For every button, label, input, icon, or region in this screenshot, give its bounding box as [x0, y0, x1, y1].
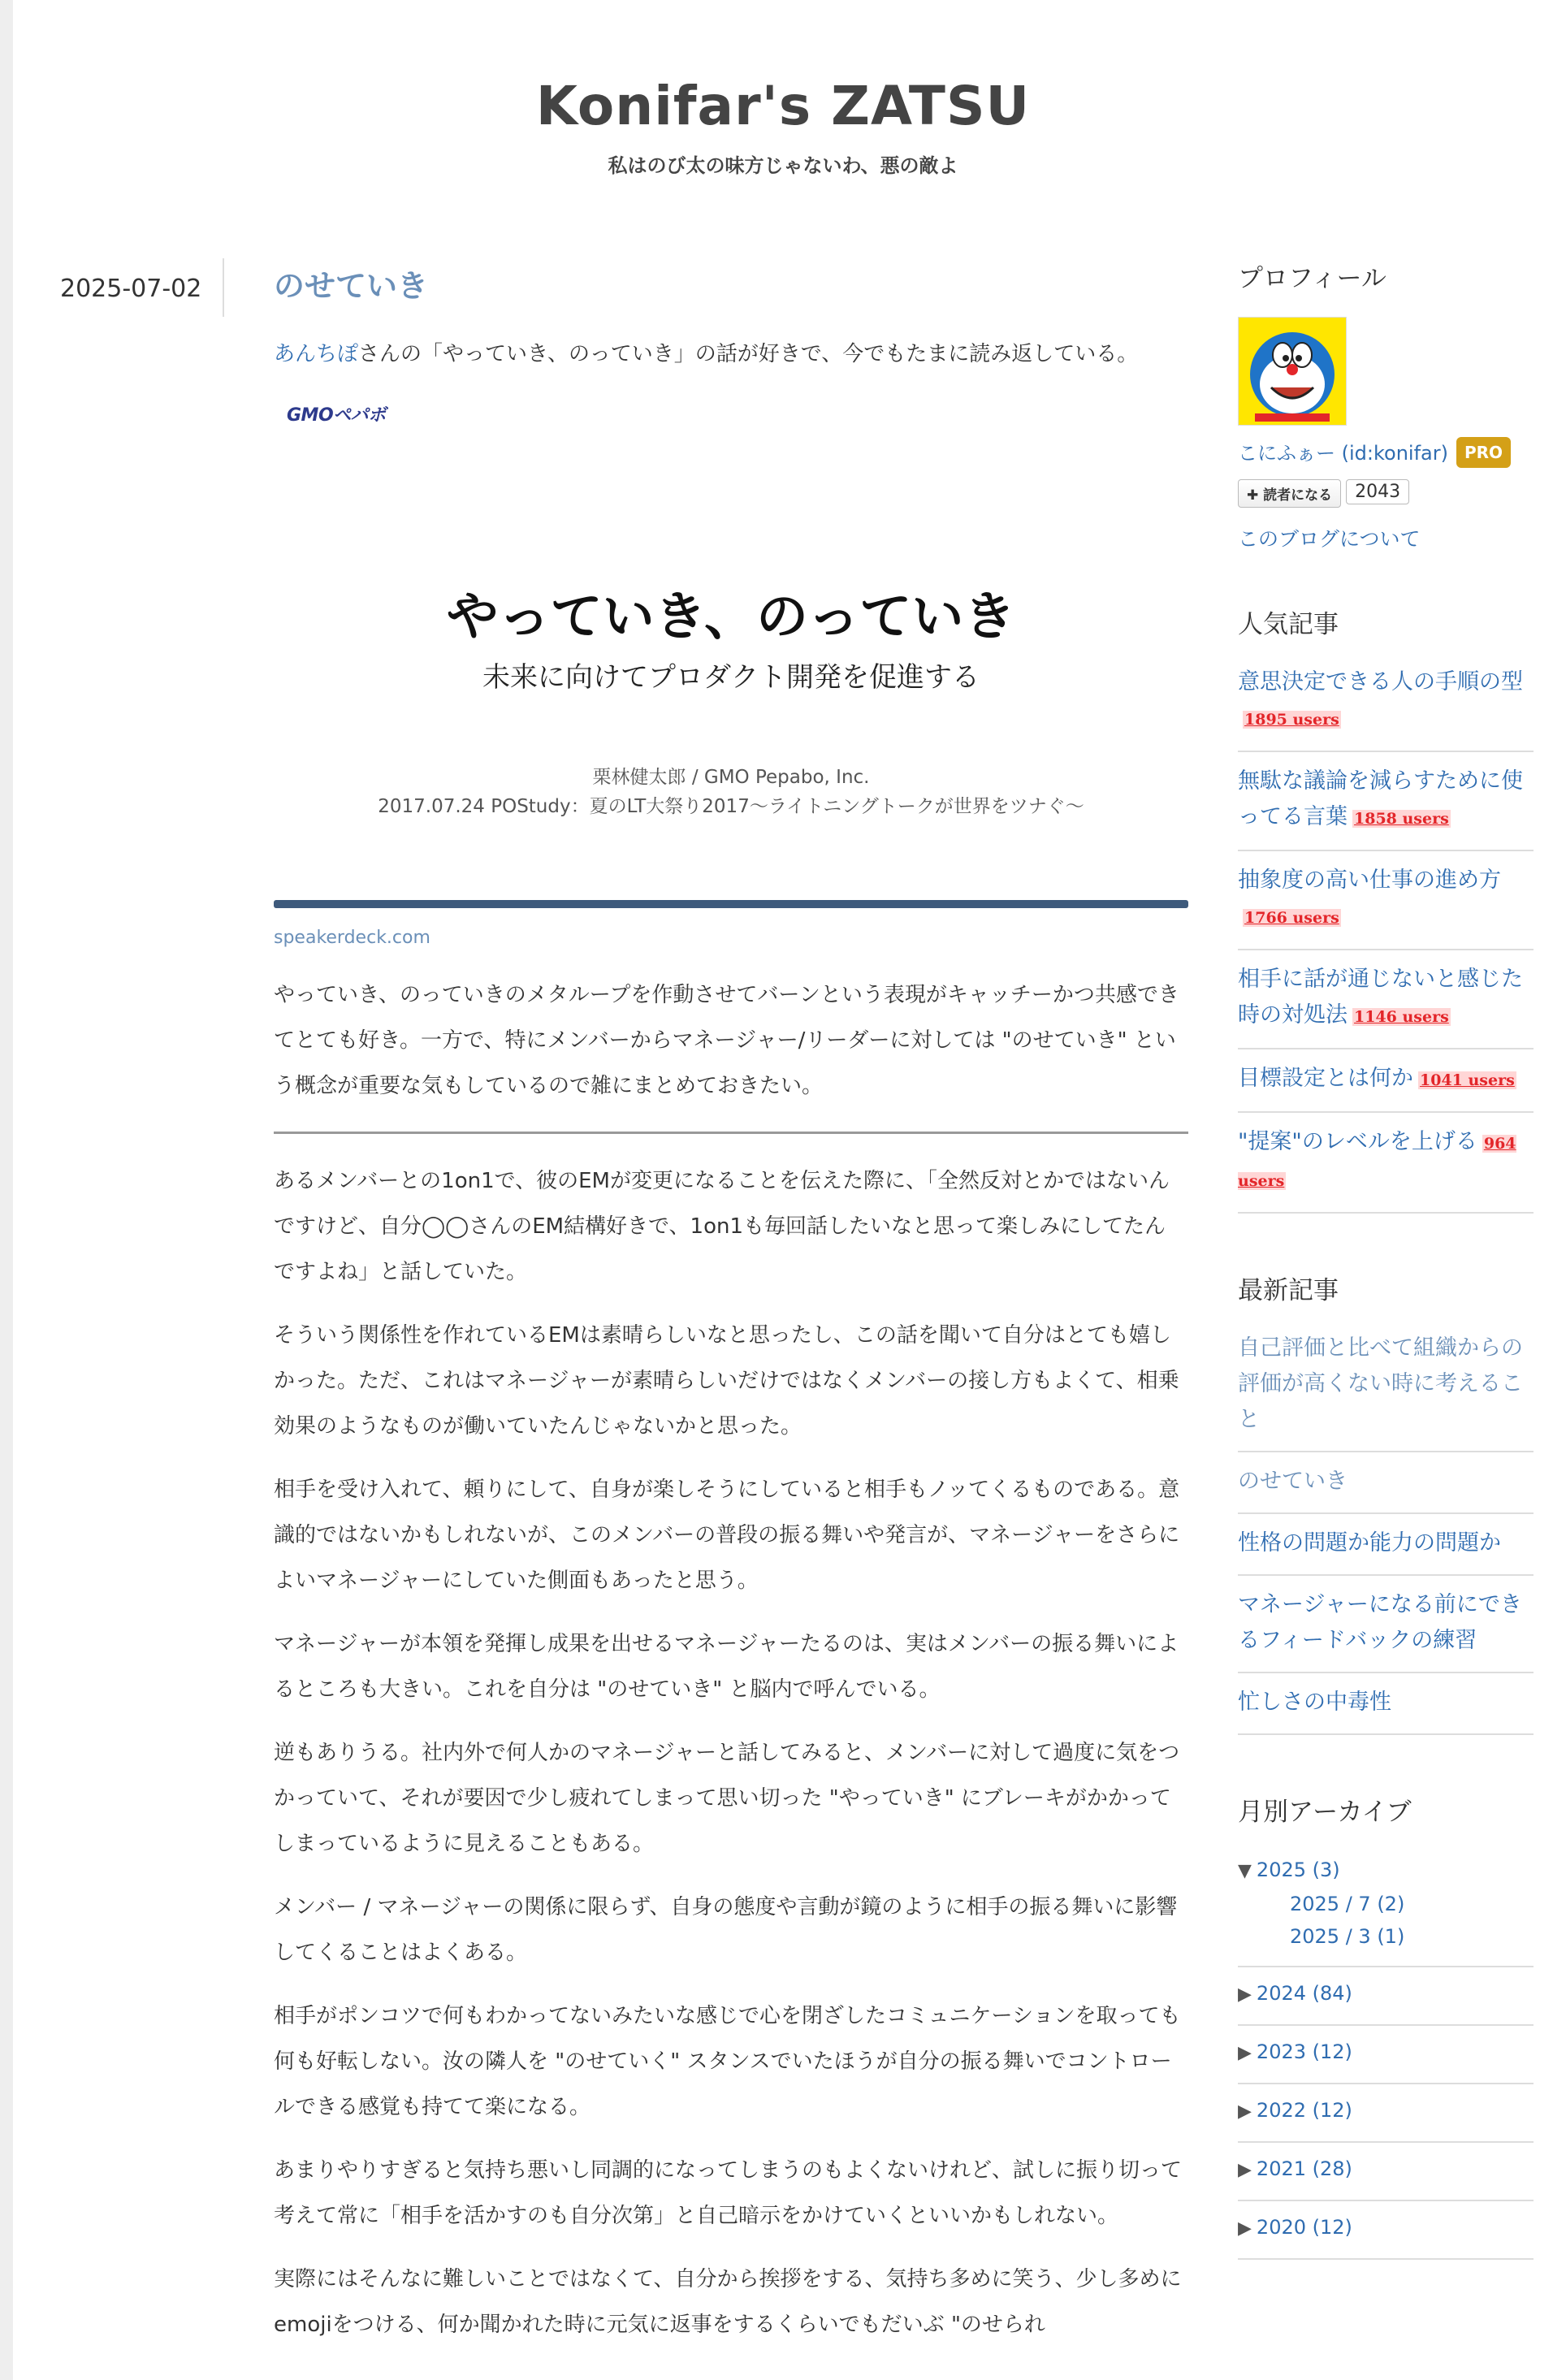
list-item: [1238, 950, 1534, 1049]
list-item: [1238, 1319, 1534, 1452]
entry-date[interactable]: 2025-07-02: [60, 275, 202, 303]
doraemon-avatar-icon: [1239, 318, 1346, 425]
hatena-users-badge[interactable]: 1041 users: [1420, 1071, 1515, 1089]
blog-description: 私はのび太の味方じゃないわ、悪の敵よ: [608, 154, 958, 177]
triangle-right-icon[interactable]: ▶: [1238, 2160, 1252, 2180]
date-divider: [223, 258, 224, 317]
plus-icon: ✚: [1247, 487, 1264, 504]
popular-entry-link[interactable]: 相手に話が通じないと感じた時の対処法: [1238, 967, 1523, 1028]
about-blog-link[interactable]: このブログについて: [1238, 527, 1421, 551]
entry-paragraph: やっていき、のっていきのメタループを作動させてバーンという表現がキャッチーかつ共感できてとても好き。一方で、特にメンバーからマネージャー/リーダーに対しては "のせていき" という概念が重要な気もしているので雑にまとめておきたい。: [274, 983, 1179, 1098]
hatena-users-badge[interactable]: 1858 users: [1354, 810, 1449, 828]
entry-content: [274, 263, 1183, 2365]
recent-entry-link[interactable]: 自己評価と比べて組織からの評価が高くない時に考えること: [1238, 1335, 1523, 1432]
popular-entry-link[interactable]: 抽象度の高い仕事の進め方: [1238, 868, 1501, 893]
archive-year: [1238, 2201, 1534, 2260]
triangle-right-icon[interactable]: ▶: [1238, 2101, 1252, 2122]
archive-heading: 月別アーカイブ: [1238, 1798, 1412, 1827]
popular-entry-link[interactable]: 目標設定とは何か: [1238, 1066, 1413, 1091]
body-paragraph: 逆もありうる。社内外で何人かのマネージャーと話してみると、メンバーに対して過度に気をつかっていて、それが要因で少し疲れてしまって思い切った "やっていき" にブレーキがかかってしまっているように見えることもある。: [274, 1741, 1180, 1856]
archive-module: [1238, 1792, 1534, 2260]
profile-heading: プロフィール: [1238, 264, 1386, 293]
subscribe-button[interactable]: [1238, 479, 1341, 508]
list-item: [1238, 1452, 1534, 1514]
entry-title[interactable]: のせていき: [274, 268, 429, 304]
left-edge-rule: [0, 0, 13, 2380]
body-paragraph: 相手を受け入れて、頼りにして、自身が楽しそうにしていると相手もノッてくるものである。意識的ではないかもしれないが、このメンバーの普段の振る舞いや発言が、マネージャーをさらによいマネージャーにしていた側面もあったと思う。: [274, 1478, 1180, 1593]
recent-module: [1238, 1270, 1534, 1735]
popular-entry-link[interactable]: 意思決定できる人の手順の型: [1238, 669, 1523, 695]
archive-year-link[interactable]: 2023 (12): [1256, 2040, 1352, 2063]
list-item: [1238, 1576, 1534, 1673]
entry-intro-text: さんの「やっていき、のっていき」の話が好きで、今でもたまに読み返している。: [358, 342, 1139, 366]
archive-year-link[interactable]: 2021 (28): [1256, 2157, 1352, 2180]
profile-module: [1238, 258, 1534, 552]
profile-name-row: [1238, 437, 1534, 468]
pepabo-logo: GMOペパボ: [287, 405, 386, 426]
avatar[interactable]: [1238, 317, 1347, 426]
hatena-users-badge[interactable]: 964 users: [1238, 1135, 1516, 1190]
speakerdeck-embed[interactable]: [274, 395, 1188, 908]
list-item: [1238, 653, 1534, 752]
antipop-link[interactable]: あんちぽ: [274, 342, 359, 366]
triangle-right-icon[interactable]: ▶: [1238, 1984, 1252, 2005]
archive-year: [1238, 1844, 1534, 1967]
triangle-down-icon[interactable]: ▼: [1238, 1861, 1252, 1881]
slide-author: 栗林健太郎 / GMO Pepabo, Inc.: [592, 767, 870, 788]
list-item: [1238, 1049, 1534, 1113]
hatena-users-badge[interactable]: 1766 users: [1244, 909, 1339, 927]
subscribe-label: 読者になる: [1263, 487, 1333, 504]
blog-title[interactable]: Konifar's ZATSU: [535, 75, 1031, 137]
archive-year: [1238, 2143, 1534, 2201]
popular-list: [1238, 653, 1534, 1214]
body-paragraph: 実際にはそんなに難しいことではなくて、自分から挨拶をする、気持ち多めに笑う、少し多めにemojiをつける、何か聞かれた時に元気に返事をするくらいでもだいぶ "のせられ: [274, 2267, 1182, 2337]
archive-year: [1238, 2026, 1534, 2084]
archive-month-link[interactable]: 2025 / 3 (1): [1290, 1925, 1405, 1948]
archive-year: [1238, 1967, 1534, 2026]
recent-entry-link[interactable]: 性格の問題か能力の問題か: [1238, 1530, 1501, 1556]
slide-bottom-bar: [274, 900, 1188, 908]
hatena-users-badge[interactable]: 1895 users: [1244, 711, 1339, 729]
list-item: [1238, 1673, 1534, 1735]
body-paragraph: あまりやりすぎると気持ち悪いし同調的になってしまうのもよくないけれど、試しに振り切って考えて常に「相手を活かすのも自分次第」と自己暗示をかけていくといいかもしれない。: [274, 2158, 1183, 2228]
recent-entry-link[interactable]: 忙しさの中毒性: [1238, 1690, 1391, 1715]
popular-entry-link[interactable]: 無駄な議論を減らすために使ってる言葉: [1238, 768, 1523, 829]
archive-year-link[interactable]: 2022 (12): [1256, 2099, 1352, 2122]
triangle-right-icon[interactable]: ▶: [1238, 2043, 1252, 2063]
recent-list: [1238, 1319, 1534, 1735]
archive-year-link[interactable]: 2025 (3): [1256, 1859, 1340, 1881]
list-item: [1238, 752, 1534, 851]
entry-intro: [274, 331, 1183, 377]
archive-year: [1238, 2084, 1534, 2143]
hatena-users-badge[interactable]: 1146 users: [1354, 1008, 1449, 1026]
embed-source-link[interactable]: speakerdeck.com: [274, 928, 430, 948]
list-item: [1238, 851, 1534, 950]
popular-heading: 人気記事: [1238, 610, 1339, 639]
body-paragraph: あるメンバーとの1on1で、彼のEMが変更になることを伝えた際に、「全然反対とかではないんですけど、自分◯◯さんのEM結構好きで、1on1も毎回話したいなと思って楽しみにしてたんですよね」と話していた。: [274, 1169, 1170, 1284]
slide-subheadline: 未来に向けてプロダクト開発を促進する: [482, 661, 980, 694]
horizontal-rule: [274, 1132, 1188, 1134]
body-paragraph: マネージャーが本領を発揮し成果を出せるマネージャーたるのは、実はメンバーの振る舞いによるところも大きい。これを自分は "のせていき" と脳内で呼んでいる。: [274, 1632, 1179, 1702]
archive-year-link[interactable]: 2024 (84): [1256, 1982, 1352, 2005]
recent-heading: 最新記事: [1238, 1276, 1339, 1305]
list-item: [1238, 1514, 1534, 1576]
recent-entry-link[interactable]: のせていき: [1238, 1469, 1348, 1494]
subscriber-count[interactable]: 2043: [1346, 479, 1409, 504]
archive-month: [1238, 1920, 1534, 1953]
pro-badge[interactable]: PRO: [1456, 437, 1511, 468]
subscribe-row: [1238, 479, 1534, 508]
slide-headline: やっていき、のっていき: [446, 587, 1016, 647]
sidebar: [1238, 258, 1534, 2260]
body-paragraph: 相手がポンコツで何もわかってないみたいな感じで心を閉ざしたコミュニケーションを取っても何も好転しない。汝の隣人を "のせていく" スタンスでいたほうが自分の振る舞いでコントロールできる感覚も持てて楽になる。: [274, 2004, 1181, 2119]
popular-module: [1238, 604, 1534, 1214]
recent-entry-link[interactable]: マネージャーになる前にできるフィードバックの練習: [1238, 1592, 1522, 1653]
triangle-right-icon[interactable]: ▶: [1238, 2218, 1252, 2239]
archive-month: [1238, 1888, 1534, 1920]
slide-event: 2017.07.24 POStudy：夏のLT大祭り2017〜ライトニングトークが世界をツナぐ〜: [378, 796, 1084, 817]
body-paragraph: そういう関係性を作れているEMは素晴らしいなと思ったし、この話を聞いて自分はとても嬉しかった。ただ、これはマネージャーが素晴らしいだけではなくメンバーの接し方もよくて、相乗効果のようなものが働いていたんじゃないかと思った。: [274, 1323, 1179, 1439]
archive-year-link[interactable]: 2020 (12): [1256, 2216, 1352, 2239]
body-paragraph: メンバー / マネージャーの関係に限らず、自身の態度や言動が鏡のように相手の振る舞いに影響してくることはよくある。: [274, 1895, 1178, 1965]
popular-entry-link[interactable]: "提案"のレベルを上げる: [1238, 1129, 1477, 1154]
profile-name-link[interactable]: こにふぁー (id:konifar): [1238, 442, 1448, 465]
list-item: [1238, 1113, 1534, 1214]
archive-month-link[interactable]: 2025 / 7 (2): [1290, 1893, 1405, 1915]
